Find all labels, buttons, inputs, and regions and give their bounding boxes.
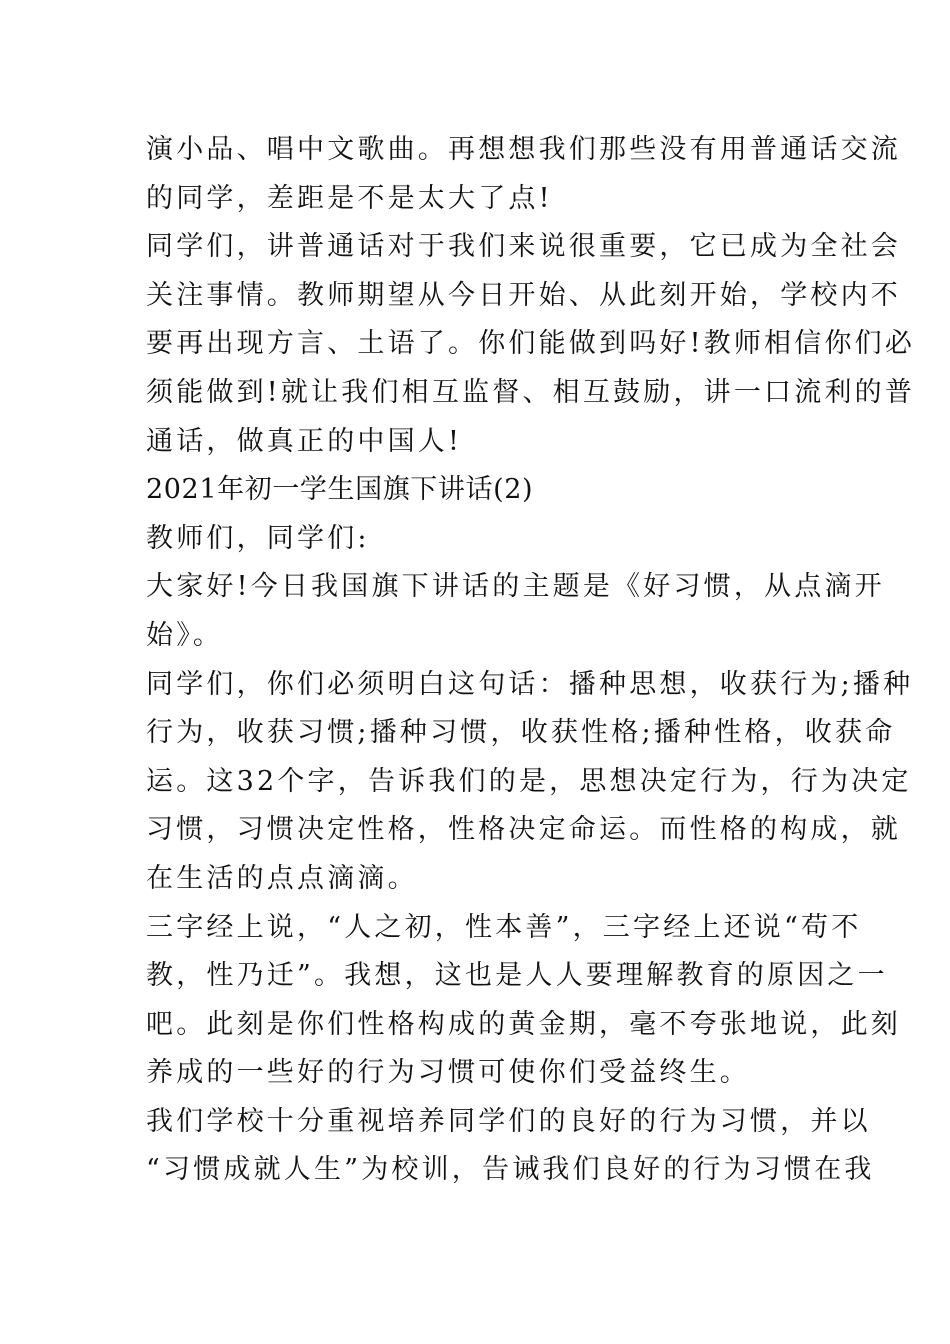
text-line: 的同学，差距是不是太大了点! xyxy=(146,182,553,214)
text-line: 大家好!今日我国旗下讲话的主题是《好习惯，从点滴开 xyxy=(146,571,885,603)
text-line: 教，性乃迁”。我想，这也是人人要理解教育的原因之一 xyxy=(146,960,888,992)
text-line: 须能做到!就让我们相互监督、相互鼓励，讲一口流利的普 xyxy=(146,376,916,408)
document-body xyxy=(146,126,916,1195)
section-heading: 2021年初一学生国旗下讲话(2) xyxy=(146,474,534,506)
text-line: 在生活的点点滴滴。 xyxy=(146,862,418,894)
salutation-line: 教师们，同学们: xyxy=(146,522,370,554)
text-line: 要再出现方言、土语了。你们能做到吗好!教师相信你们必 xyxy=(146,328,916,360)
text-line: 我们学校十分重视培养同学们的良好的行为习惯，并以 xyxy=(146,1105,871,1137)
text-line: “习惯成就人生”为校训，告诫我们良好的行为习惯在我 xyxy=(146,1154,875,1186)
text-line: 同学们，你们必须明白这句话：播种思想，收获行为;播种 xyxy=(146,668,914,700)
text-line: 运。这32个字，告诉我们的是，思想决定行为，行为决定 xyxy=(146,765,912,797)
text-line: 习惯，习惯决定性格，性格决定命运。而性格的构成，就 xyxy=(146,814,901,846)
text-line: 通话，做真正的中国人! xyxy=(146,425,463,457)
text-line: 养成的一些好的行为习惯可使你们受益终生。 xyxy=(146,1057,750,1089)
text-line: 演小品、唱中文歌曲。再想想我们那些没有用普通话交流 xyxy=(146,134,901,165)
text-line: 始》。 xyxy=(146,619,224,651)
text-line: 三字经上说，“人之初，性本善”，三字经上还说“苟不 xyxy=(146,911,862,943)
text-line: 关注事情。教师期望从今日开始、从此刻开始，学校内不 xyxy=(146,279,901,311)
text-line: 同学们，讲普通话对于我们来说很重要，它已成为全社会 xyxy=(146,231,901,263)
text-line: 吧。此刻是你们性格构成的黄金期，毫不夸张地说，此刻 xyxy=(146,1008,901,1040)
text-line: 行为，收获习惯;播种习惯，收获性格;播种性格，收获命 xyxy=(146,717,896,749)
